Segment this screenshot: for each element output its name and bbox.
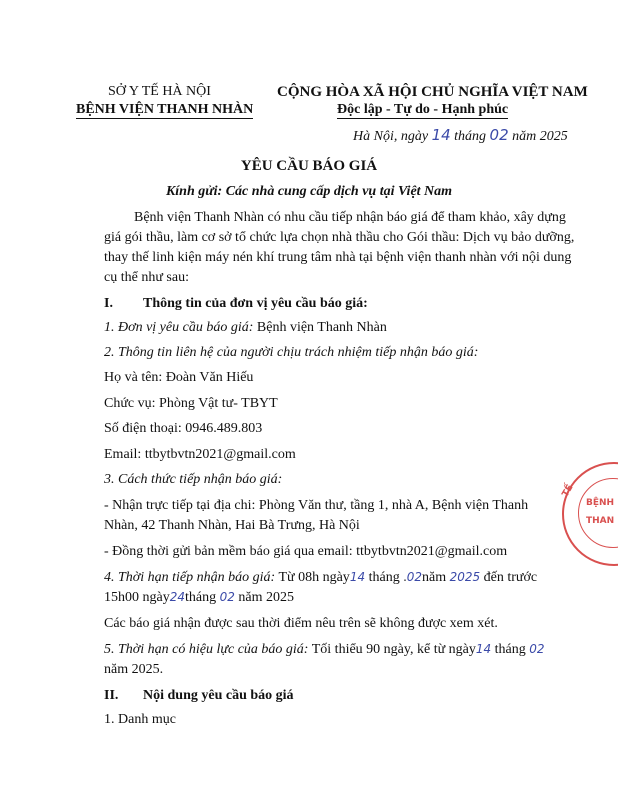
document-date xyxy=(353,126,568,145)
department-name: SỞ Y TẾ HÀ NỘI xyxy=(108,84,211,99)
item-1 xyxy=(104,320,387,336)
item-4-month-1: 02 xyxy=(406,570,422,584)
item-4-text-3: năm xyxy=(421,570,447,585)
section-1-number: I. xyxy=(104,296,113,311)
contact-email: Email: ttbytbvtn2021@gmail.com xyxy=(104,447,296,462)
intro-line-1: Bệnh viện Thanh Nhàn có nhu cầu tiếp nhận báo giá để tham khảo, xây dựng xyxy=(134,210,566,225)
official-stamp xyxy=(562,462,618,566)
motto xyxy=(337,102,508,118)
item-5-label: 5. Thời hạn có hiệu lực của báo giá: xyxy=(104,642,309,657)
date-suffix: năm 2025 xyxy=(512,129,568,144)
item-5-line-2: năm 2025. xyxy=(104,662,164,677)
stamp-text-left: TẾ xyxy=(560,483,576,499)
item-1-label: 1. Đơn vị yêu cầu báo giá: xyxy=(104,320,254,335)
contact-position: Chức vụ: Phòng Vật tư- TBYT xyxy=(104,396,278,411)
date-prefix: Hà Nội, ngày xyxy=(353,129,429,144)
intro-line-2: giá gói thầu, làm cơ sở tổ chức lựa chọn nhà thầu cho Gói thầu: Dịch vụ bảo dưỡng, xyxy=(104,230,575,245)
item-5-day: 14 xyxy=(475,642,492,656)
item-4-text-4: đến trước xyxy=(483,570,538,585)
item-1-value: Bệnh viện Thanh Nhàn xyxy=(256,320,387,335)
item-2-label: 2. Thông tin liên hệ của người chịu trách nhiệm tiếp nhận báo giá: xyxy=(104,345,479,360)
motto-text: Độc lập - Tự do - Hạnh phúc xyxy=(337,102,509,117)
contact-name: Họ và tên: Đoàn Văn Hiếu xyxy=(104,370,254,385)
soft-copy-line: - Đồng thời gửi bản mềm báo giá qua email: ttbytbvtn2021@gmail.com xyxy=(104,544,508,559)
intro-line-3: thay thế linh kiện máy nén khí trung tâm nhà tại bệnh viện thanh nhàn với nội dung xyxy=(104,250,572,265)
item-5-text-2: tháng xyxy=(494,642,526,657)
item-4-text-5: 15h00 ngày xyxy=(104,590,170,605)
date-month: 02 xyxy=(489,126,509,144)
recipient-line: Kính gửi: Các nhà cung cấp dịch vụ tại Việt Nam xyxy=(165,184,453,199)
item-4-line-1 xyxy=(104,570,537,586)
stamp-text-mid: THAN xyxy=(586,516,615,526)
item-4-text-2: tháng xyxy=(368,570,400,585)
stamp-text-top: BỆNH xyxy=(586,498,615,508)
item-4-month-2: 02 xyxy=(219,590,235,604)
item-4-text-7: năm 2025 xyxy=(238,590,294,605)
contact-phone: Số điện thoại: 0946.489.803 xyxy=(104,421,263,436)
date-month-label: tháng xyxy=(454,129,487,144)
item-5-month: 02 xyxy=(529,642,545,656)
item-4-line-2 xyxy=(104,590,294,606)
item-5-text-1: Tối thiểu 90 ngày, kể từ ngày xyxy=(311,642,476,657)
item-4-day-1: 14 xyxy=(349,570,366,584)
document-title: YÊU CẦU BÁO GIÁ xyxy=(240,158,378,174)
stamp-inner-ring xyxy=(578,478,618,548)
item-4-text-6: tháng xyxy=(185,590,217,605)
section-1-heading: Thông tin của đơn vị yêu cầu báo giá: xyxy=(143,296,368,311)
item-4-text-1: Từ 08h ngày xyxy=(278,570,350,585)
item-5-line-1 xyxy=(104,642,545,658)
hospital-name-text: BỆNH VIỆN THANH NHÀN xyxy=(76,102,254,117)
item-4-day-2: 24 xyxy=(169,590,185,604)
section-2-heading: Nội dung yêu cầu báo giá xyxy=(143,688,294,703)
date-day: 14 xyxy=(431,126,451,144)
hospital-name xyxy=(76,102,253,118)
late-note: Các báo giá nhận được sau thời điểm nêu trên sẽ không được xem xét. xyxy=(104,616,498,631)
item-4-label: 4. Thời hạn tiếp nhận báo giá: xyxy=(104,570,276,585)
country-name: CỘNG HÒA XÃ HỘI CHỦ NGHĨA VIỆT NAM xyxy=(277,84,588,100)
section-2-item-1: 1. Danh mục xyxy=(104,712,176,727)
item-3-label: 3. Cách thức tiếp nhận báo giá: xyxy=(104,472,283,487)
section-2-number: II. xyxy=(104,688,119,703)
direct-submission-line-2: Nhàn, 42 Thanh Nhàn, Hai Bà Trưng, Hà Nội xyxy=(104,518,360,533)
direct-submission-line-1: - Nhận trực tiếp tại địa chi: Phòng Văn thư, tầng 1, nhà A, Bệnh viện Thanh xyxy=(104,498,529,513)
item-4-year-1: 2025 xyxy=(449,570,481,584)
intro-line-4: cụ thể như sau: xyxy=(104,270,189,285)
dots: . xyxy=(403,570,407,585)
